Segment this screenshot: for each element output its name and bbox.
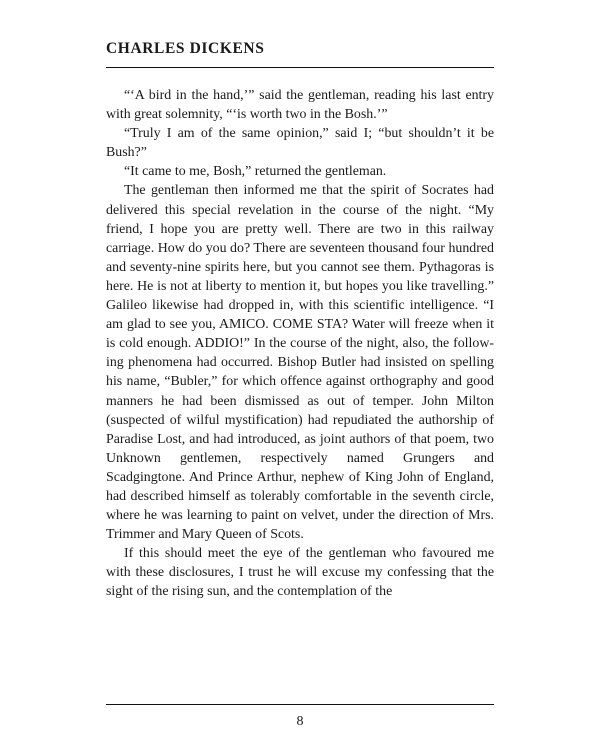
paragraph: “It came to me, Bosh,” returned the gentleman. xyxy=(124,164,387,180)
running-head: CHARLES DICKENS xyxy=(106,40,265,57)
header-rule xyxy=(106,67,494,68)
paragraph: If this should meet the eye of the gentleman who favoured me with these disclosures, I trust he will excuse my confessing that the sight of the rising sun, and the contemplation of the xyxy=(106,546,494,600)
body-text xyxy=(106,86,494,602)
paragraph: The gentleman then informed me that the spirit of Socrates had delivered this special revelation in the course of the night. “My friend, I hope you are pretty well. There are two in this railway carriage. How do you do? There are seventeen thousand four hundred and seventy-nine spirits here, but you cannot see them. Pythagoras is here. He is not at liberty to mention it, but hopes you like travelling.” Galileo likewise had dropped in, with this scientific intelligence. “I am glad to see you, AMICO. COME STA? Water will freeze when it is cold enough. ADDIO!” In the course of the night, also, the following phenomena had occurred. Bishop Butler had insisted on spelling his name, “Bubler,” for which offence against orthography and good manners he had been dismissed as out of temper. John Milton (suspected of wilful mystification) had repudiated the authorship of Paradise Lost, and had introduced, as joint authors of that poem, two Unknown gentlemen, respectively named Grungers and Scadgingtone. And Prince Arthur, nephew of King John of England, had described himself as tolerably comfortable in the seventh circle, where he was learning to paint on velvet, under the direction of Mrs. Trimmer and Mary Queen of Scots. xyxy=(106,183,494,543)
page-number: 8 xyxy=(296,714,304,729)
paragraph: “‘A bird in the hand,’” said the gentleman, reading his last entry with great solemnity, “‘is worth two in the Bosh.’” xyxy=(106,88,494,123)
footer-rule xyxy=(106,704,494,705)
paragraph: “Truly I am of the same opinion,” said I; “but shouldn’t it be Bush?” xyxy=(106,126,494,161)
